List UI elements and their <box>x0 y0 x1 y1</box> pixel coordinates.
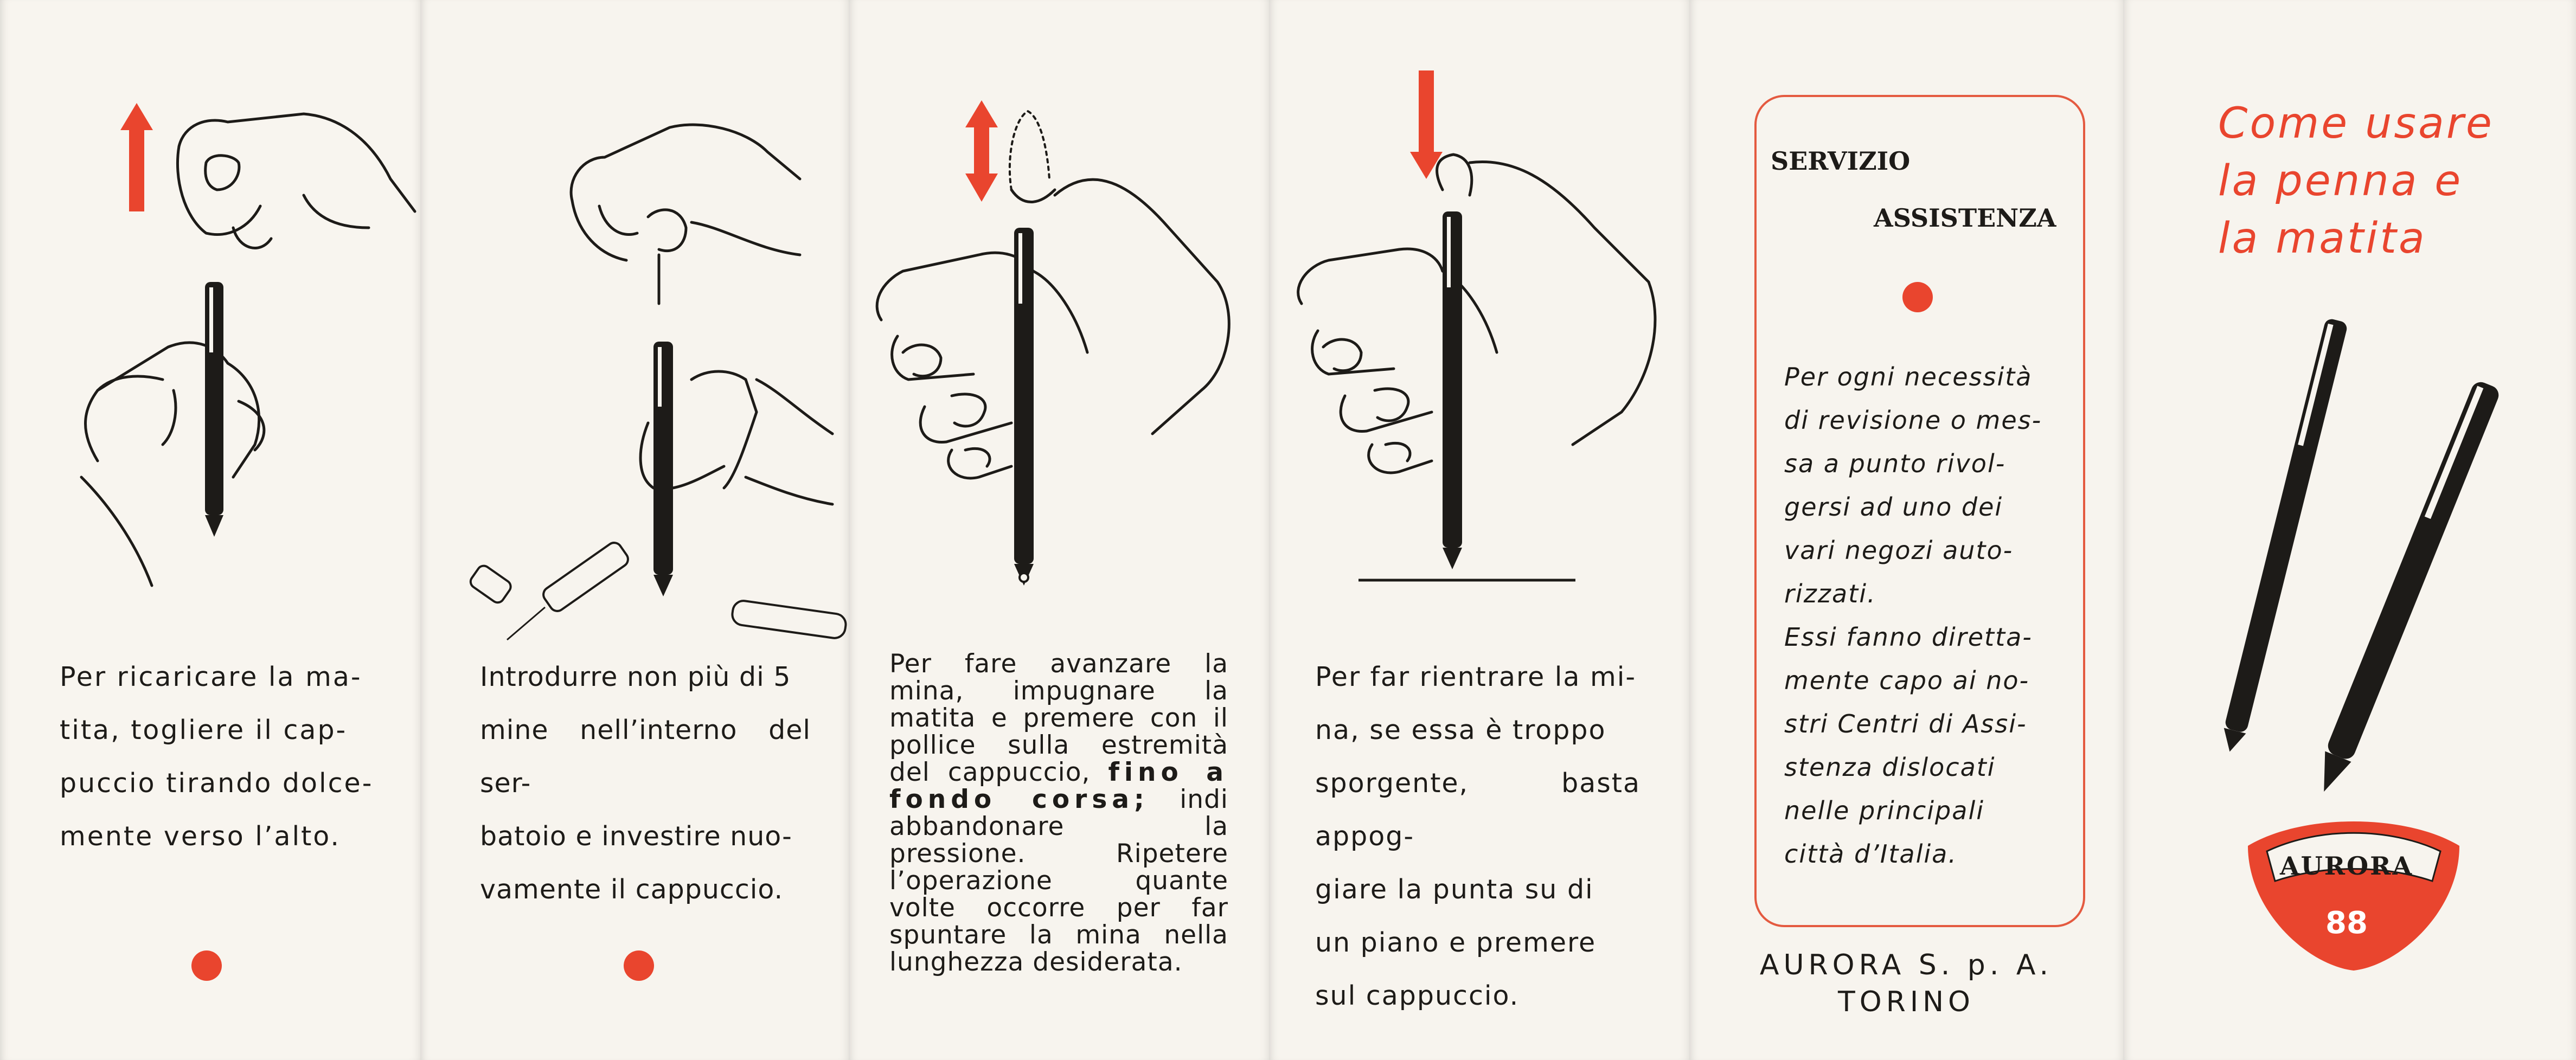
instruction-text-emphasis: fino a fondo corsa; <box>889 757 1228 814</box>
panel-retract-lead <box>1269 0 1689 1060</box>
arrow-double-icon <box>965 100 998 202</box>
pen-and-pencil-illustration <box>2123 0 2576 1060</box>
instruction-text-part1: Per fare avanzare la mina, impugnare la matita e premere con il pollice sulla estremità del cappuccio, <box>889 649 1228 787</box>
arrow-up-icon <box>120 103 153 211</box>
hand-pencil-illustration <box>1269 0 1689 651</box>
instruction-text: Introdurre non più di 5 mine nell’interno del ser- batoio e investire nuo- vamente il cappuccio. <box>480 661 811 905</box>
red-dot-icon <box>191 950 222 981</box>
service-body-text: Per ogni necessità di revisione o mes- sa a punto rivol- gersi ad uno dei vari negozi auto- rizzati. Essi fanno diretta- mente capo ai no- stri Centri di Assi- stenza dislocati nelle principali città d’Italia. <box>1784 362 2042 869</box>
brand-name: AURORA <box>2279 851 2414 881</box>
service-title-line2: ASSISTENZA <box>1874 203 2056 233</box>
instruction-text: Per far rientrare la mi- na, se essa è troppo sporgente, basta appog- giare la punta su di un piano e premere sul cappuccio. <box>1315 661 1641 1011</box>
cover-title: Come usare la penna e la matita <box>2218 99 2494 263</box>
instruction-text: Per ricaricare la ma- tita, togliere il cap- puccio tirando dolce- mente verso l’alto. <box>60 661 374 852</box>
panel-cover <box>2123 0 2576 1060</box>
aurora-badge <box>2248 821 2459 971</box>
company-city: TORINO <box>1838 986 1975 1018</box>
hand-pencil-illustration <box>420 0 849 651</box>
service-title-line1: SERVIZIO <box>1771 146 1911 176</box>
red-dot-icon <box>1902 282 1933 312</box>
panel-insert-leads <box>420 0 849 1060</box>
panel-advance-lead <box>849 0 1269 1060</box>
company-name: AURORA S. p. A. <box>1759 949 2053 981</box>
instruction-text <box>889 651 1228 976</box>
hand-pencil-illustration <box>849 0 1269 651</box>
panel-service <box>1689 0 2123 1060</box>
instruction-text-part2: indi abbandonare la pressione. Ripetere l’operazione quante volte occorre per far spuntare la mina nella lunghezza desiderata. <box>889 785 1228 977</box>
hand-pencil-illustration <box>0 0 420 651</box>
model-number: 88 <box>2325 905 2368 941</box>
red-dot-icon <box>624 950 654 981</box>
panel-refill <box>0 0 420 1060</box>
